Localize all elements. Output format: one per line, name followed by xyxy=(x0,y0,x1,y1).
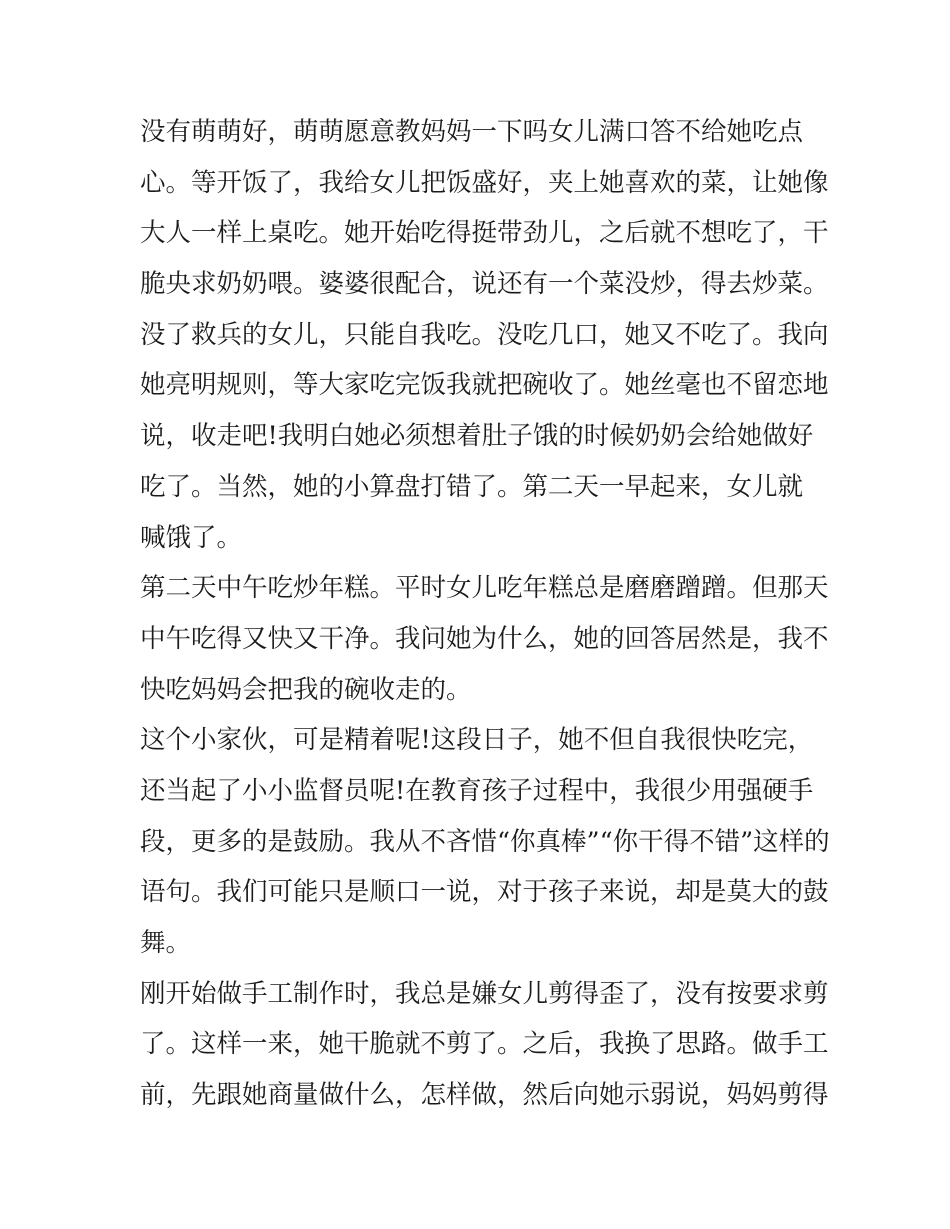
text-line: 没有萌萌好，萌萌愿意教妈妈一下吗女儿满口答不给她吃点 xyxy=(140,117,804,147)
text-line: 段，更多的是鼓励。我从不吝惜“你真棒”“你干得不错”这样的 xyxy=(140,826,830,857)
text-line: 还当起了小小监督员呢!在教育孩子过程中，我很少用强硬手 xyxy=(140,775,814,806)
text-line: 她亮明规则，等大家吃完饭我就把碗收了。她丝毫也不留恋地 xyxy=(140,370,829,401)
text-line: 刚开始做手工制作时，我总是嫌女儿剪得歪了，没有按要求剪 xyxy=(140,978,829,1009)
text-line: 第二天中午吃炒年糕。平时女儿吃年糕总是磨磨蹭蹭。但那天 xyxy=(140,573,829,604)
text-line: 这个小家伙，可是精着呢!这段日子，她不但自我很快吃完， xyxy=(140,725,814,756)
text-line: 吃了。当然，她的小算盘打错了。第二天一早起来，女儿就 xyxy=(140,471,804,502)
text-line: 快吃妈妈会把我的碗收走的。 xyxy=(140,674,472,705)
text-line: 脆央求奶奶喂。婆婆很配合，说还有一个菜没炒，得去炒菜。 xyxy=(140,269,829,300)
body-text xyxy=(140,107,830,1121)
text-line: 喊饿了。 xyxy=(140,522,243,553)
text-line: 说，收走吧!我明白她必须想着肚子饿的时候奶奶会给她做好 xyxy=(140,421,814,452)
text-line: 前，先跟她商量做什么，怎样做，然后向她示弱说，妈妈剪得 xyxy=(140,1080,829,1111)
text-line: 大人一样上桌吃。她开始吃得挺带劲儿，之后就不想吃了，干 xyxy=(140,218,829,249)
text-line: 了。这样一来，她干脆就不剪了。之后，我换了思路。做手工 xyxy=(140,1029,829,1060)
text-line: 没了救兵的女儿，只能自我吃。没吃几口，她又不吃了。我向 xyxy=(140,319,829,350)
text-line: 心。等开饭了，我给女儿把饭盛好，夹上她喜欢的菜，让她像 xyxy=(140,167,829,198)
text-line: 中午吃得又快又干净。我问她为什么，她的回答居然是，我不 xyxy=(140,623,829,654)
text-line: 舞。 xyxy=(140,928,192,958)
text-line: 语句。我们可能只是顺口一说，对于孩子来说，却是莫大的鼓 xyxy=(140,877,829,908)
